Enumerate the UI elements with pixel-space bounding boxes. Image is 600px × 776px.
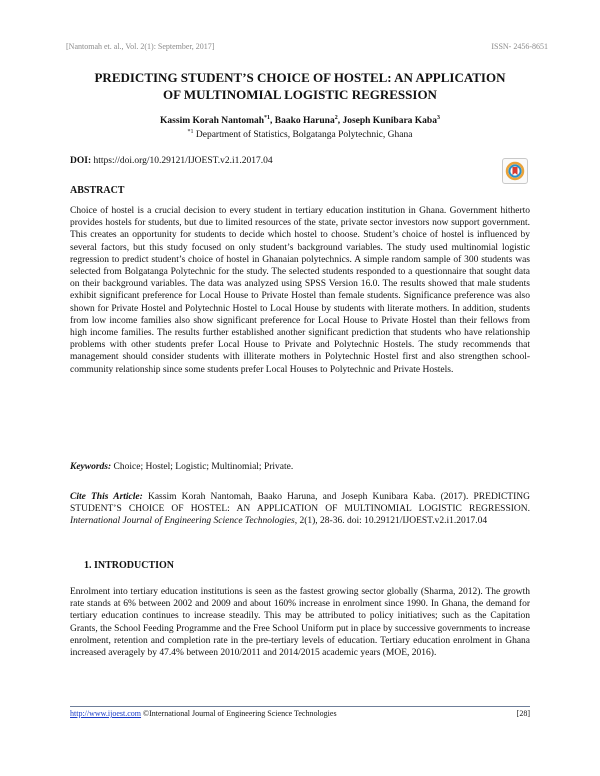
- keywords-text: Choice; Hostel; Logistic; Multinomial; Private.: [111, 462, 294, 472]
- footer: [70, 709, 530, 718]
- footer-rule: [70, 706, 530, 707]
- journal-link[interactable]: http://www.ijoest.com: [70, 709, 142, 718]
- author-2-mark: 2: [334, 114, 338, 121]
- footer-credit: [70, 709, 337, 718]
- author-1-mark: *1: [264, 114, 271, 121]
- author-separator: ,: [270, 116, 275, 126]
- doi-value[interactable]: https://doi.org/10.29121/IJOEST.v2.i1.2017.04: [91, 156, 273, 166]
- introduction-text: Enrolment into tertiary education institutions is seen as the fastest growing sector globally (Sharma, 2012). The growth rate stands at 6% between 2002 and 2009 and about 160% increase in enrolment since 1990. In Ghana, the demand for tertiary education continues to increase steadily. This may be attributed to policy initiatives; such as the Capitation Grants, the School Feeding Programme and the Free School Uniform put in place by successive governments to increase enrolment, retention and completion rate in the pre-tertiary levels of education. Tertiary education enrolment in Ghana increased averagely by 47.4% between 2010/2011 and 2014/2015 academic years (MOE, 2016).: [70, 587, 530, 659]
- citation-tail: , 2(1), 28-36. doi: 10.29121/IJOEST.v2.i1.2017.04: [294, 516, 488, 527]
- keywords: [70, 462, 530, 472]
- title-line-2: OF MULTINOMIAL LOGISTIC REGRESSION: [163, 87, 437, 102]
- author-1: Kassim Korah Nantomah: [160, 116, 265, 126]
- abstract-heading: ABSTRACT: [70, 185, 125, 196]
- citation: [70, 491, 530, 528]
- page-number: [28]: [516, 709, 530, 718]
- crossmark-icon[interactable]: [502, 158, 528, 184]
- footer-text: ©International Journal of Engineering Science Technologies: [141, 709, 337, 718]
- header-citation: [Nantomah et. al., Vol. 2(1): September, 2017]: [66, 42, 215, 51]
- abstract-text: Choice of hostel is a crucial decision to every student in tertiary education institution in Ghana. Government hitherto provides hostels for students, but due to limited resources of the state, private sector investors now support government. This creates an opportunity for students to decide which hostel to choose. Student’s choice of hostel is influenced by several factors, but this study focused on only student’s background variables. The study used multinomial logistic regression to predict student’s choice of hostel in Ghanaian polytechnics. A simple random sample of 300 students was selected from Bolgatanga Polytechnic for the study. The selected students responded to a questionnaire that sought data on their background variables. The data was analyzed using SPSS Version 16.0. The results showed that male students exhibit significant preference for Local House to Private Hostel than female students. Significance preference was also shown for Private Hostel and Polytechnic Hostel to Local House by students with literate mothers. In addition, students from low income families also show significant preference for Local House to Private Hostel than their fellows from high income families. The results further established another significant prediction that students who have relationship problems with other students prefer Local House to Private and Polytechnic Hostels. The study recommends that management should consider students with illiterate mothers in Polytechnic Hostel first and also strengthen school-community relationship since some students prefer Local Houses to Polytechnic and Private Hostels.: [70, 206, 530, 375]
- affiliation: [60, 130, 540, 140]
- introduction-heading: 1. INTRODUCTION: [84, 560, 175, 571]
- header-issn: ISSN- 2456-8651: [491, 42, 548, 51]
- doi-line: [70, 156, 273, 166]
- author-separator: ,: [337, 116, 343, 126]
- author-2: Baako Haruna: [274, 116, 335, 126]
- author-list: [60, 116, 540, 126]
- paper-title: [60, 69, 540, 103]
- title-line-1: PREDICTING STUDENT’S CHOICE OF HOSTEL: AN APPLICATION: [94, 70, 506, 85]
- keywords-label: Keywords:: [70, 462, 112, 472]
- citation-text: Kassim Korah Nantomah, Baako Haruna, and Joseph Kunibara Kaba. (2017). PREDICTING STUDENT’S CHOICE OF HOSTEL: AN APPLICATION OF MULTINOMIAL LOGISTIC REGRESSION.: [70, 492, 530, 515]
- author-3: Joseph Kunibara Kaba: [342, 116, 437, 126]
- affiliation-text: Department of Statistics, Bolgatanga Polytechnic, Ghana: [193, 130, 413, 140]
- running-header: [66, 42, 548, 51]
- doi-label: DOI:: [70, 156, 92, 166]
- affiliation-mark: *1: [187, 128, 194, 135]
- author-3-mark: 3: [436, 114, 440, 121]
- citation-label: Cite This Article:: [70, 492, 143, 502]
- citation-journal: International Journal of Engineering Science Technologies: [70, 516, 295, 527]
